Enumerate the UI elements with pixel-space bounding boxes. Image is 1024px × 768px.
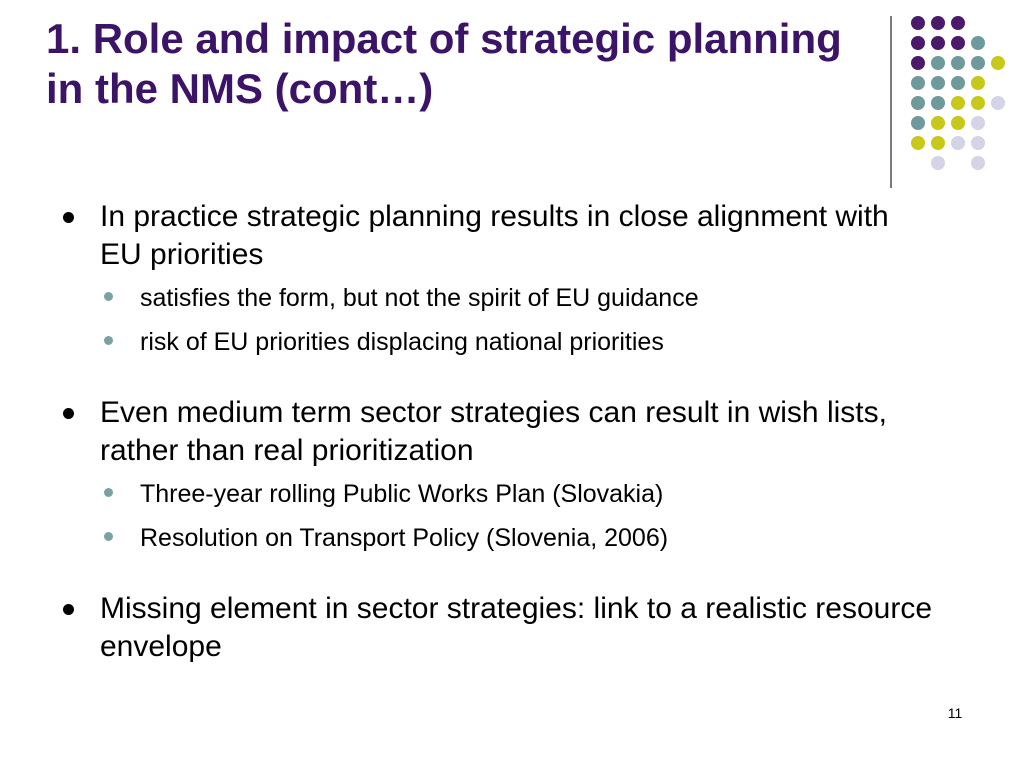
decor-dot bbox=[971, 96, 985, 110]
sub-bullet-dot-icon bbox=[104, 532, 113, 541]
bullet-text: Missing element in sector strategies: link to a realistic resource envelope bbox=[100, 592, 933, 663]
decor-dot bbox=[911, 136, 925, 150]
sub-bullet-item bbox=[56, 516, 936, 560]
bullet-text: In practice strategic planning results in close alignment with EU priorities bbox=[100, 200, 889, 271]
sub-bullet-list bbox=[56, 472, 936, 560]
decor-dot bbox=[931, 116, 945, 130]
page-number: 11 bbox=[947, 705, 963, 721]
sub-bullet-dot-icon bbox=[104, 292, 113, 301]
bullet-item bbox=[56, 590, 936, 666]
bullet-text: Even medium term sector strategies can result in wish lists, rather than real prioritization bbox=[100, 396, 887, 467]
sub-bullet-list bbox=[56, 276, 936, 364]
decor-dot bbox=[971, 56, 985, 70]
sub-bullet-item bbox=[56, 276, 936, 320]
sub-bullet-item bbox=[56, 472, 936, 516]
sub-bullet-text: satisfies the form, but not the spirit of EU guidance bbox=[140, 284, 699, 312]
decor-dot bbox=[931, 76, 945, 90]
decor-dot bbox=[931, 56, 945, 70]
decor-dot bbox=[951, 116, 965, 130]
decor-dot bbox=[911, 76, 925, 90]
decor-dot bbox=[971, 156, 985, 170]
decor-dot bbox=[911, 116, 925, 130]
sub-bullet-dot-icon bbox=[104, 336, 113, 345]
sub-bullet-text: risk of EU priorities displacing national priorities bbox=[140, 328, 664, 356]
decor-dot bbox=[931, 156, 945, 170]
decor-dot bbox=[931, 16, 945, 30]
decor-dot bbox=[951, 16, 965, 30]
decor-dot bbox=[931, 96, 945, 110]
decor-dot bbox=[951, 56, 965, 70]
slide-body bbox=[56, 198, 936, 696]
decor-dot bbox=[911, 56, 925, 70]
bullet-dot-icon bbox=[63, 408, 74, 419]
decor-dot bbox=[911, 16, 925, 30]
decor-dot bbox=[911, 96, 925, 110]
decorative-dot-grid bbox=[0, 0, 1024, 200]
sub-bullet-text: Three-year rolling Public Works Plan (Slovakia) bbox=[140, 480, 664, 508]
sub-bullet-item bbox=[56, 320, 936, 364]
decor-dot bbox=[951, 96, 965, 110]
decor-dot bbox=[931, 136, 945, 150]
slide-title: 1. Role and impact of strategic planning in the NMS (cont…) bbox=[46, 15, 842, 112]
bullet-group bbox=[56, 590, 936, 666]
decor-dot bbox=[951, 136, 965, 150]
decor-dot bbox=[991, 56, 1005, 70]
bullet-dot-icon bbox=[63, 212, 74, 223]
decor-dot bbox=[951, 76, 965, 90]
decor-dot bbox=[911, 36, 925, 50]
bullet-group bbox=[56, 394, 936, 560]
bullet-group bbox=[56, 198, 936, 364]
bullet-item bbox=[56, 198, 936, 274]
decor-dot bbox=[991, 96, 1005, 110]
sub-bullet-dot-icon bbox=[104, 488, 113, 497]
decor-dot bbox=[971, 36, 985, 50]
bullet-item bbox=[56, 394, 936, 470]
sub-bullet-text: Resolution on Transport Policy (Slovenia, 2006) bbox=[140, 524, 669, 552]
decor-dot bbox=[971, 76, 985, 90]
bullet-dot-icon bbox=[63, 604, 74, 615]
decor-dot bbox=[971, 136, 985, 150]
decor-dot bbox=[971, 116, 985, 130]
decor-dot bbox=[951, 36, 965, 50]
decor-dot bbox=[931, 36, 945, 50]
